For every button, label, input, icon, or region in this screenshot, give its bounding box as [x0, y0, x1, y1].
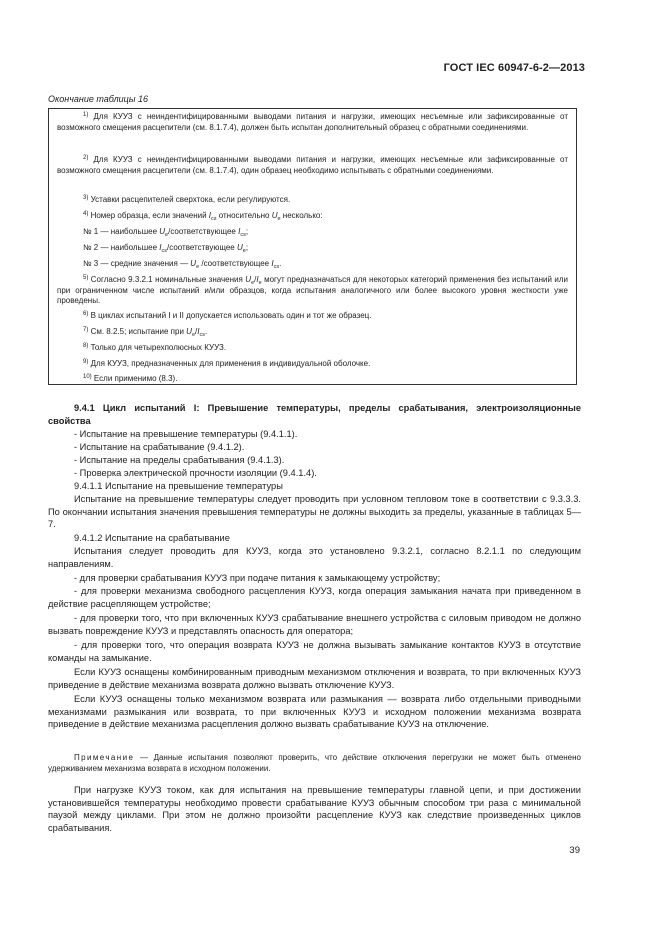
paragraph-final: При нагрузке КУУЗ током, как для испытания на превышение температуры главной цепи, и при достижении установившейся температуры необходимо провести срабатывание КУУЗ обычным способом три раза с минимальной паузой между циклами. При этом не должно произойти расцепление КУУЗ как следствие произведенных циклов срабатывания.: [48, 785, 581, 833]
paragraph-separate-mechanism: Если КУУЗ оснащены только механизмом возврата или размыкания — возврата либо отдельными приводными механизмами размыкания или возврата, то при включенных КУУЗ и исходном положении механизма возврата приведение в действие механизма расцепления должно вызвать срабатывание КУУЗ на отключение.: [48, 694, 581, 729]
note: [48, 753, 581, 774]
footnote-4-item-2: № 2 — наибольшее $I_{cs}$/соответствующее $U_e$;: [83, 243, 249, 254]
footnote-5: $^{5)}$ Согласно 9.3.2.1 номинальные значения $U_e/I_e$ могут предназначаться для некоторых категорий применения без испытаний или при ограниченном числе испытаний и/или образцов, когда испытания аналогичного или более высокого уровня жесткости уже проведены.: [57, 275, 568, 306]
footnote-10: $^{10)}$ Если применимо (8.3).: [83, 374, 178, 383]
document-header: ГОСТ IEC 60947-6-2—2013: [443, 62, 585, 74]
footnote-2: $^{2)}$ Для КУУЗ с неиндентифицированными выводами питания и нагрузки, имеющих несъемные или зафиксированные от возможного смещения расцепители (см. 8.1.7.4), один образец необходимо испытывать с обратными соединениями.: [57, 155, 568, 175]
paragraph-combined-mechanism: Если КУУЗ оснащены комбинированным приводным механизмом отключения и возврата, то при включенных КУУЗ приведение в действие механизма возврата должно вызвать отключение КУУЗ.: [48, 667, 581, 690]
footnote-4-item-1: № 1 — наибольшее $U_e$/соответствующее $I_{cs}$;: [83, 227, 249, 238]
footnote-8: $^{8)}$ Только для четырехполюсных КУУЗ.: [83, 343, 227, 352]
footnote-9: $^{9)}$ Для КУУЗ, предназначенных для применения в индивидуальной оболочке.: [83, 359, 371, 368]
footnote-4: $^{4)}$ Номер образца, если значений $I_{cs}$ относительно $U_e$ несколько:: [83, 211, 323, 222]
page-number: 39: [569, 845, 580, 856]
list-item: - для проверки механизма свободного расцепления КУУЗ, когда операция замыкания начата при приведенном в действие расцепляющем устройстве;: [48, 586, 581, 609]
subsection-title-9-4-1-2: 9.4.1.2 Испытание на срабатывание: [74, 533, 230, 543]
footnote-7: $^{7)}$ См. 8.2.5; испытание при $U_e/I_{cs}$.: [83, 327, 208, 338]
list-item: - Испытание на срабатывание (9.4.1.2).: [74, 442, 245, 452]
note-text: — Данные испытания позволяют проверить, что действие отключения перегрузки не может быть отменено удерживанием механизма возврата в исходном положении.: [48, 753, 581, 773]
list-item: - Испытание на пределы срабатывания (9.4.1.3).: [74, 455, 285, 465]
subsection-text-9-4-1-1: Испытание на превышение температуры следует проводить при условном тепловом токе в соответствии с 9.3.3.3. По окончании испытания значения превышения температуры не должны выходить за пределы, указанные в таблицах 5—7.: [48, 494, 581, 529]
subsection-intro-9-4-1-2: Испытания следует проводить для КУУЗ, когда это установлено 9.3.2.1, согласно 8.2.1.1 по следующим направлениям.: [48, 546, 581, 569]
section-heading: 9.4.1 Цикл испытаний I: Превышение температуры, пределы срабатывания, электроизоляционные свойства: [48, 403, 581, 426]
list-item: - для проверки того, что при включенных КУУЗ срабатывание внешнего устройства с силовым приводом не должно вызвать повреждение КУУЗ и представлять опасность для оператора;: [48, 613, 581, 636]
list-item: - Проверка электрической прочности изоляции (9.4.1.4).: [74, 468, 317, 478]
note-label: Примечание: [74, 753, 135, 762]
footnote-3: $^{3)}$ Уставки расцепителей сверхтока, если регулируются.: [83, 195, 291, 204]
table-footnotes: [48, 108, 577, 385]
list-item: - для проверки того, что операция возврата КУУЗ не должна вызывать замыкание контактов КУУЗ в отсутствие команды на замыкание.: [48, 640, 581, 663]
list-item: - для проверки срабатывания КУУЗ при подаче питания к замыкающему устройству;: [74, 573, 441, 583]
footnote-6: $^{6)}$ В циклах испытаний I и II допускается использовать один и тот же образец.: [83, 311, 372, 320]
table-caption: Окончание таблицы 16: [48, 94, 148, 104]
subsection-title-9-4-1-1: 9.4.1.1 Испытание на превышение температуры: [74, 481, 283, 491]
footnote-1: $^{1)}$ Для КУУЗ с неиндентифицированными выводами питания и нагрузки, имеющих несъемные или зафиксированные от возможного смещения расцепители (см. 8.1.7.4), должен быть испытан дополнительный образец с обратными соединениями.: [57, 112, 568, 132]
footnote-4-item-3: № 3 — средние значения — $U_e$ /соответствующее $I_{cs}$.: [83, 259, 282, 270]
list-item: - Испытание на превышение температуры (9.4.1.1).: [74, 429, 298, 439]
